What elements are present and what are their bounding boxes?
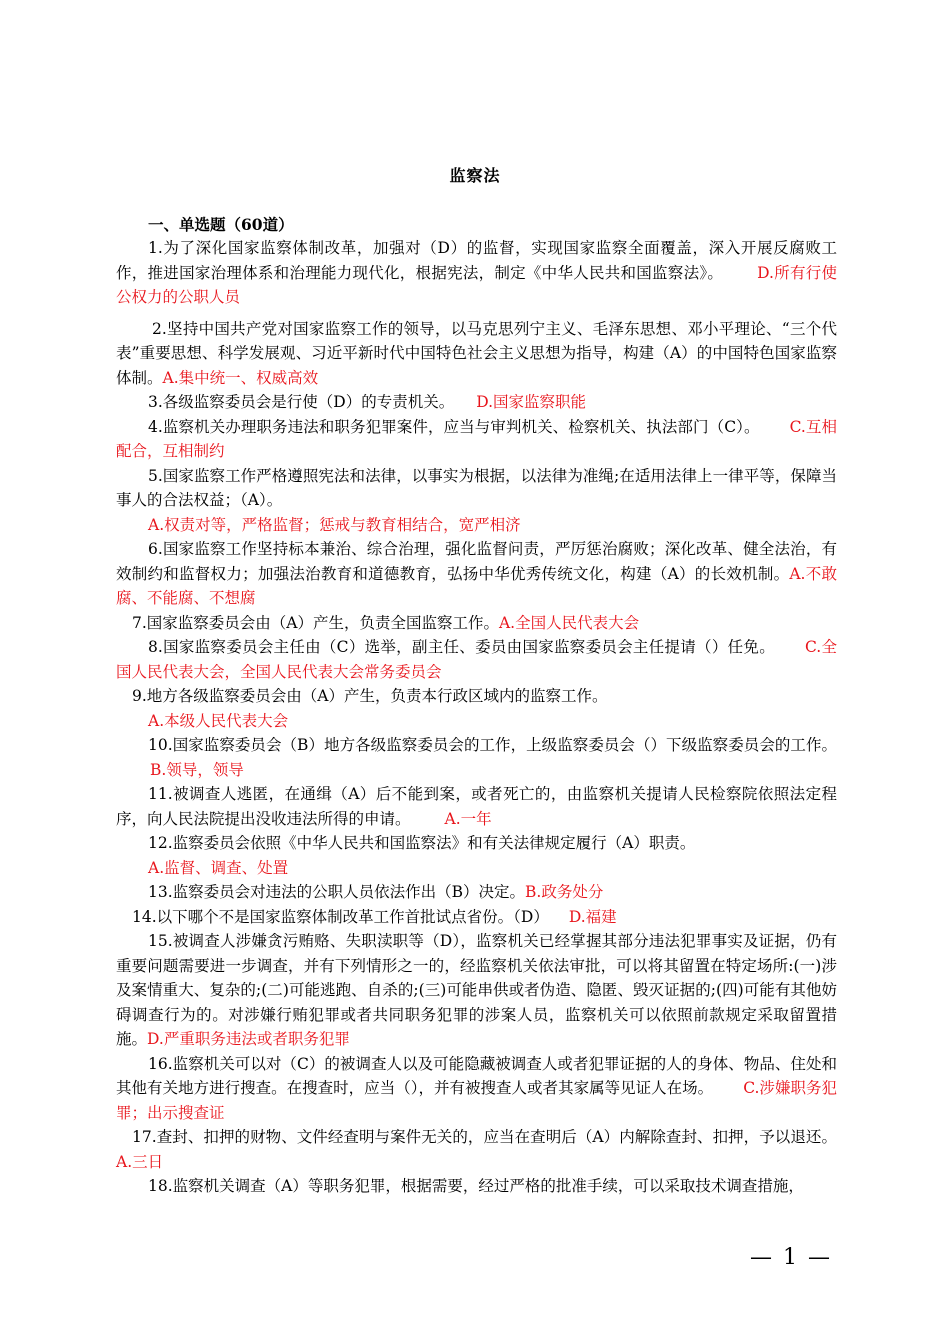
question-item [116, 611, 837, 636]
question-item [116, 1052, 837, 1126]
answer-text: D.所有行使公权力的公职人员 [116, 263, 837, 306]
question-text: 9.地方各级监察委员会由（A）产生，负责本行政区域内的监察工作。 [132, 687, 608, 705]
question-text: 17.查封、扣押的财物、文件经查明与案件无关的，应当在查明后（A）内解除查封、扣押，予以退还。 [132, 1128, 837, 1146]
question-text: 15.被调查人涉嫌贪污贿赂、失职渎职等（D），监察机关已经掌握其部分违法犯罪事实及证据，仍有重要问题需要进一步调查，并有下列情形之一的，经监察机关依法审批，可以将其留置在特定场所:(一)涉及案情重大、复杂的;(二)可能逃跑、自杀的;(三)可能串供或者伪造、隐匿、毁灭证据的;(四)可能有其他妨碍调查行为的。对涉嫌行贿犯罪或者共同职务犯罪的涉案人员，监察机关可以依照前款规定采取留置措施。 [116, 932, 837, 1048]
document-title: 监察法 [449, 166, 501, 185]
question-text: 7.国家监察委员会由（A）产生，负责全国监察工作。 [132, 613, 499, 632]
answer-text: D.严重职务违法或者职务犯罪 [147, 1030, 350, 1048]
question-text: 8.国家监察委员会主任由（C）选举，副主任、委员由国家监察委员会主任提请（）任免。 [148, 638, 775, 656]
question-item [116, 537, 837, 611]
question-item [116, 415, 837, 464]
question-item [116, 929, 837, 1052]
section-heading: 一、单选题（60道） [148, 215, 294, 234]
question-item [116, 635, 837, 684]
answer-text: A.一年 [444, 809, 492, 828]
question-item [116, 733, 837, 782]
question-text: 18.监察机关调查（A）等职务犯罪，根据需要，经过严格的批准手续，可以采取技术调查措施， [148, 1177, 804, 1195]
question-text: 6.国家监察工作坚持标本兼治、综合治理，强化监督问责，严厉惩治腐败；深化改革、健全法治，有效制约和监督权力；加强法治教育和道德教育，弘扬中华优秀传统文化，构建（A）的长效机制。 [116, 540, 837, 583]
question-item [116, 880, 837, 905]
question-text: 1.为了深化国家监察体制改革，加强对（D）的监督，实现国家监察全面覆盖，深入开展反腐败工作，推进国家治理体系和治理能力现代化，根据宪法，制定《中华人民共和国监察法》。 [116, 239, 837, 282]
answer-text: A.三日 [116, 1152, 164, 1171]
question-list [116, 236, 837, 1199]
question-item [116, 390, 837, 415]
question-item [116, 464, 837, 513]
answer-text: D.福建 [568, 907, 617, 926]
question-text: 13.监察委员会对违法的公职人员依法作出（B）决定。 [148, 883, 526, 901]
answer-line: A.权责对等，严格监督；惩戒与教育相结合，宽严相济 [148, 515, 521, 534]
question-item [116, 782, 837, 831]
answer-text: B.政务处分 [525, 883, 604, 901]
question-text: 14.以下哪个不是国家监察体制改革工作首批试点省份。（D） [132, 907, 549, 926]
question-item [116, 1125, 837, 1174]
answer-text: C.涉嫌职务犯罪；出示搜查证 [116, 1079, 837, 1122]
answer-text: A.不敢腐、不能腐、不想腐 [116, 564, 837, 607]
question-text: 12.监察委员会依照《中华人民共和国监察法》和有关法律规定履行（A）职责。 [148, 834, 696, 852]
question-text: 3.各级监察委员会是行使（D）的专责机关。 [148, 393, 455, 411]
answer-line: A.监督、调查、处置 [148, 858, 289, 877]
question-text: 4.监察机关办理职务违法和职务犯罪案件，应当与审判机关、检察机关、执法部门（C）。 [148, 417, 760, 436]
answer-text: B.领导，领导 [150, 760, 244, 779]
question-text: 5.国家监察工作严格遵照宪法和法律，以事实为根据，以法律为准绳;在适用法律上一律平等，保障当事人的合法权益；（A）。 [116, 466, 837, 509]
question-text: 2.坚持中国共产党对国家监察工作的领导，以马克思列宁主义、毛泽东思想、邓小平理论、“三个代表”重要思想、科学发展观、习近平新时代中国特色社会主义思想为指导，构建（A）的中国特色国家监察体制。 [116, 319, 837, 387]
answer-text: C.互相配合，互相制约 [116, 417, 837, 460]
question-item [116, 1174, 837, 1199]
page-number: — 1 — [750, 1245, 832, 1270]
question-item [116, 236, 837, 310]
question-text: 16.监察机关可以对（C）的被调查人以及可能隐藏被调查人或者犯罪证据的人的身体、物品、住处和其他有关地方进行搜查。在搜查时，应当（），并有被搜查人或者其家属等见证人在场。 [116, 1054, 837, 1097]
answer-line: A.本级人民代表大会 [148, 711, 289, 730]
question-item [116, 905, 837, 930]
question-item [116, 317, 837, 391]
question-text: 10.国家监察委员会（B）地方各级监察委员会的工作，上级监察委员会（）下级监察委员会的工作。 [148, 736, 837, 754]
answer-text: A.集中统一、权威高效 [162, 368, 319, 387]
answer-text: A.全国人民代表大会 [498, 613, 640, 632]
question-item [116, 684, 837, 709]
answer-text: C.全国人民代表大会，全国人民代表大会常务委员会 [116, 638, 838, 681]
answer-text: D.国家监察职能 [476, 393, 587, 411]
question-item [116, 831, 837, 856]
question-text: 11.被调查人逃匿，在通缉（A）后不能到案，或者死亡的，由监察机关提请人民检察院依照法定程序，向人民法院提出没收违法所得的申请。 [116, 785, 837, 828]
